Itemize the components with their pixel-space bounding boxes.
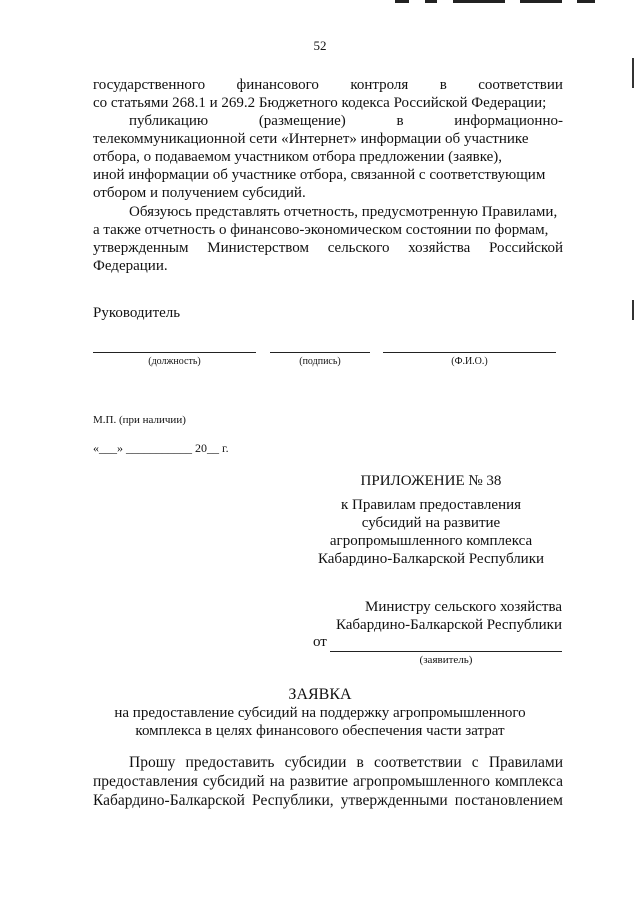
addressee-block	[300, 598, 562, 634]
paragraph-control	[93, 76, 563, 112]
signature-caption: (подпись)	[299, 356, 341, 367]
appendix-line3: агропромышленного комплекса	[329, 533, 533, 549]
addressee-line1: Министру сельского хозяйства	[365, 599, 562, 615]
from-label: от	[313, 634, 327, 650]
paragraph-control-line1: государственного финансового контроля в соответствии	[93, 77, 563, 93]
head-label: Руководитель	[93, 305, 181, 321]
application-title: ЗАЯВКА	[288, 686, 352, 703]
appendix-title: ПРИЛОЖЕНИЕ № 38	[360, 473, 502, 489]
stamp-label: М.П. (при наличии)	[93, 414, 186, 426]
appendix-block	[300, 472, 562, 568]
paragraph-publication-line1: публикацию (размещение) в информационно-	[129, 113, 563, 129]
application-subtitle-line1: на предоставление субсидий на поддержку агропромышленного	[114, 705, 526, 721]
name-field[interactable]	[383, 352, 556, 353]
scan-artifact-right-1	[632, 58, 634, 88]
paragraph-reporting-line3: утвержденным Министерством сельского хозяйства Российской	[93, 240, 563, 256]
paragraph-control-line2: со статьями 268.1 и 269.2 Бюджетного кодекса Российской Федерации;	[93, 95, 547, 111]
paragraph-reporting-line2: а также отчетность о финансово-экономическом состоянии по формам,	[93, 222, 549, 238]
position-caption: (должность)	[148, 356, 201, 367]
appendix-line4: Кабардино-Балкарской Республики	[317, 551, 545, 567]
page-number: 52	[313, 38, 327, 53]
applicant-field[interactable]	[330, 651, 562, 652]
addressee-line2: Кабардино-Балкарской Республики	[335, 617, 562, 633]
paragraph-publication-line5: отбором и получением субсидий.	[93, 185, 306, 201]
applicant-caption: (заявитель)	[419, 654, 473, 666]
paragraph-reporting-line4: Федерации.	[93, 258, 168, 274]
request-line2: предоставления субсидий на развитие агропромышленного комплекса	[93, 773, 563, 790]
request-paragraph	[93, 753, 563, 810]
name-caption: (Ф.И.О.)	[451, 356, 488, 367]
paragraph-reporting	[93, 203, 563, 275]
position-field[interactable]	[93, 352, 256, 353]
appendix-line1: к Правилам предоставления	[340, 497, 522, 513]
paragraph-publication-line4: иной информации об участнике отбора, связанной с соответствующим	[93, 167, 546, 183]
request-line1: Прошу предоставить субсидии в соответствии с Правилами	[129, 754, 563, 771]
request-line3: Кабардино-Балкарской Республики, утвержденными постановлением	[93, 792, 563, 809]
appendix-line2: субсидий на развитие	[361, 515, 501, 531]
paragraph-publication	[93, 112, 563, 202]
application-subtitle-line2: комплекса в целях финансового обеспечения части затрат	[135, 723, 505, 739]
paragraph-publication-line3: отбора, о подаваемом участником отбора предложении (заявке),	[93, 149, 503, 165]
scan-artifact-top	[395, 0, 595, 3]
scan-artifact-right-2	[632, 300, 634, 320]
signature-field[interactable]	[270, 352, 370, 353]
paragraph-reporting-line1: Обязуюсь представлять отчетность, предусмотренную Правилами,	[129, 204, 558, 220]
date-line: «___» ___________ 20__ г.	[93, 441, 229, 455]
paragraph-publication-line2: телекоммуникационной сети «Интернет» информации об участнике	[93, 131, 529, 147]
